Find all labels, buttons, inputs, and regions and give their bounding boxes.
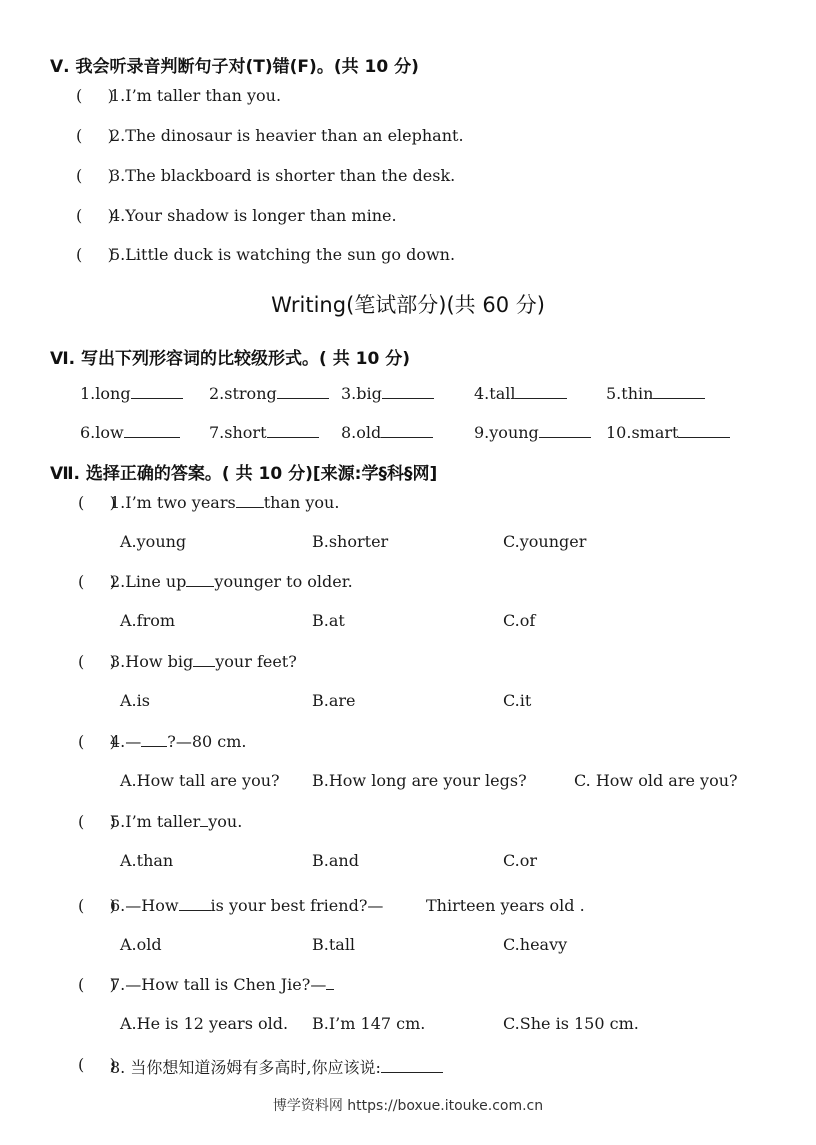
answer-paren: ( ): [78, 572, 116, 591]
option-a[interactable]: A.is: [120, 691, 150, 710]
answer-paren: ( ): [78, 896, 116, 915]
question-2: 2.Line up younger to older.: [110, 572, 353, 591]
question-6-answer: Thirteen years old .: [426, 896, 585, 915]
answer-blank[interactable]: [539, 423, 591, 438]
option-a[interactable]: A.than: [120, 851, 174, 870]
question-6: 6.—How is your best friend?—: [110, 896, 384, 915]
listening-item-4: 4.Your shadow is longer than mine.: [110, 206, 397, 225]
option-c[interactable]: C.heavy: [503, 935, 568, 954]
option-c[interactable]: C.younger: [503, 532, 587, 551]
question-4: 4.— ?—80 cm.: [110, 732, 247, 751]
word-item: 7.short: [209, 423, 319, 442]
option-b[interactable]: B.How long are your legs?: [312, 771, 527, 790]
answer-blank[interactable]: [186, 572, 214, 587]
answer-blank[interactable]: [326, 975, 334, 990]
answer-paren: ( ): [76, 86, 114, 105]
listening-item-1: 1.I’m taller than you.: [110, 86, 282, 105]
question-7: 7.—How tall is Chen Jie?—: [110, 975, 334, 994]
answer-blank[interactable]: [267, 423, 319, 438]
word-item: 9.young: [474, 423, 591, 442]
option-b[interactable]: B.shorter: [312, 532, 389, 551]
option-b[interactable]: B.are: [312, 691, 356, 710]
word-item: 10.smart: [606, 423, 730, 442]
word-item: 4.tall: [474, 384, 567, 403]
writing-title: Writing(笔试部分)(共 60 分): [271, 293, 545, 317]
answer-blank[interactable]: [678, 423, 730, 438]
answer-blank[interactable]: [381, 423, 433, 438]
answer-blank[interactable]: [381, 1058, 443, 1073]
question-1: 1.I’m two years than you.: [110, 493, 340, 512]
answer-blank[interactable]: [193, 652, 215, 667]
listening-item-3: 3.The blackboard is shorter than the desk.: [110, 166, 456, 185]
section-5-heading: Ⅴ. 我会听录音判断句子对(T)错(F)。(共 10 分): [50, 57, 419, 77]
answer-paren: ( ): [76, 206, 114, 225]
answer-paren: ( ): [76, 245, 114, 264]
answer-blank[interactable]: [382, 384, 434, 399]
answer-blank[interactable]: [277, 384, 329, 399]
option-c[interactable]: C.it: [503, 691, 532, 710]
option-a[interactable]: A.from: [120, 611, 176, 630]
word-item: 5.thin: [606, 384, 705, 403]
answer-blank[interactable]: [141, 732, 167, 747]
answer-blank[interactable]: [124, 423, 180, 438]
answer-paren: ( ): [76, 166, 114, 185]
answer-paren: ( ): [78, 732, 116, 751]
answer-paren: ( ): [78, 1055, 116, 1074]
answer-paren: ( ): [78, 652, 116, 671]
answer-blank[interactable]: [515, 384, 567, 399]
section-6-heading: Ⅵ. 写出下列形容词的比较级形式。( 共 10 分): [50, 349, 411, 369]
section-7-heading: Ⅶ. 选择正确的答案。( 共 10 分)[来源:学§科§网]: [50, 464, 438, 484]
option-a[interactable]: A.old: [120, 935, 162, 954]
answer-paren: ( ): [78, 493, 116, 512]
answer-blank[interactable]: [179, 896, 211, 911]
question-3: 3.How big your feet?: [110, 652, 297, 671]
question-5: 5.I’m taller you.: [110, 812, 243, 831]
option-a[interactable]: A.How tall are you?: [120, 771, 280, 790]
footer-watermark: 博学资料网 https://boxue.itouke.com.cn: [272, 1098, 544, 1114]
listening-item-2: 2.The dinosaur is heavier than an elephant.: [110, 126, 464, 145]
listening-item-5: 5.Little duck is watching the sun go down.: [110, 245, 456, 264]
option-b[interactable]: B.tall: [312, 935, 356, 954]
word-item: 3.big: [341, 384, 434, 403]
answer-blank[interactable]: [653, 384, 705, 399]
word-item: 2.strong: [209, 384, 329, 403]
word-item: 8.old: [341, 423, 433, 442]
word-item: 6.low: [80, 423, 180, 442]
option-c[interactable]: C.or: [503, 851, 538, 870]
option-b[interactable]: B.at: [312, 611, 345, 630]
option-a[interactable]: A.young: [120, 532, 187, 551]
option-c[interactable]: C. How old are you?: [574, 771, 738, 790]
question-8: 8. 当你想知道汤姆有多高时,你应该说:: [110, 1055, 443, 1078]
option-b[interactable]: B.and: [312, 851, 359, 870]
answer-blank[interactable]: [236, 493, 264, 508]
answer-paren: ( ): [78, 975, 116, 994]
word-item: 1.long: [80, 384, 183, 403]
option-a[interactable]: A.He is 12 years old.: [120, 1014, 289, 1033]
answer-paren: ( ): [76, 126, 114, 145]
option-c[interactable]: C.of: [503, 611, 536, 630]
answer-paren: ( ): [78, 812, 116, 831]
answer-blank[interactable]: [131, 384, 183, 399]
option-c[interactable]: C.She is 150 cm.: [503, 1014, 639, 1033]
option-b[interactable]: B.I’m 147 cm.: [312, 1014, 426, 1033]
